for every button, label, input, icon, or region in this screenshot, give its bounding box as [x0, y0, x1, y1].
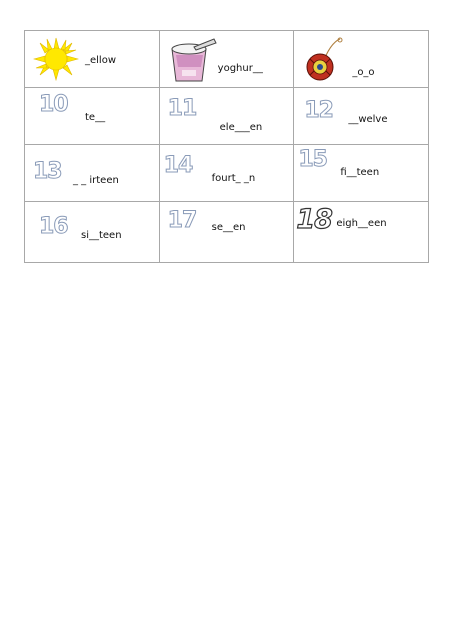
worksheet-table: [24, 30, 429, 263]
number-outline: 18: [296, 204, 332, 235]
card-word: eigh__een: [336, 218, 387, 229]
card-seventeen: [159, 202, 294, 263]
card-eleven: [159, 88, 294, 145]
number-outline: 16: [39, 214, 68, 239]
card-fourteen: [159, 145, 294, 202]
number-outline: 10: [39, 92, 68, 117]
card-yellow: [25, 31, 160, 88]
card-yoghurt: [159, 31, 294, 88]
card-word: si__teen: [81, 230, 122, 241]
sun-icon: [33, 37, 79, 81]
card-word: fi__teen: [340, 167, 380, 178]
number-outline: 12: [304, 98, 333, 123]
yoyo-icon: [300, 37, 346, 83]
card-word: fourt_ _n: [211, 173, 256, 184]
card-word: _ellow: [85, 55, 117, 66]
number-outline: 13: [33, 159, 62, 184]
number-outline: 17: [167, 208, 197, 233]
yoghurt-cup-icon: [166, 37, 218, 83]
card-thirteen: [25, 145, 160, 202]
card-word: ele___en: [219, 122, 263, 133]
number-outline: 15: [298, 147, 327, 172]
number-outline: 11: [167, 96, 197, 121]
card-word: __welve: [348, 114, 388, 125]
card-word: _o_o: [352, 67, 375, 78]
card-word: yoghur__: [217, 63, 263, 74]
card-word: te__: [85, 112, 106, 123]
card-eighteen: [294, 202, 429, 263]
card-sixteen: [25, 202, 160, 263]
card-word: se__en: [211, 222, 246, 233]
card-yoyo: [294, 31, 429, 88]
card-word: _ _ irteen: [73, 175, 119, 186]
number-outline: 14: [163, 153, 193, 178]
card-fifteen: [294, 145, 429, 202]
card-twelve: [294, 88, 429, 145]
card-ten: [25, 88, 160, 145]
